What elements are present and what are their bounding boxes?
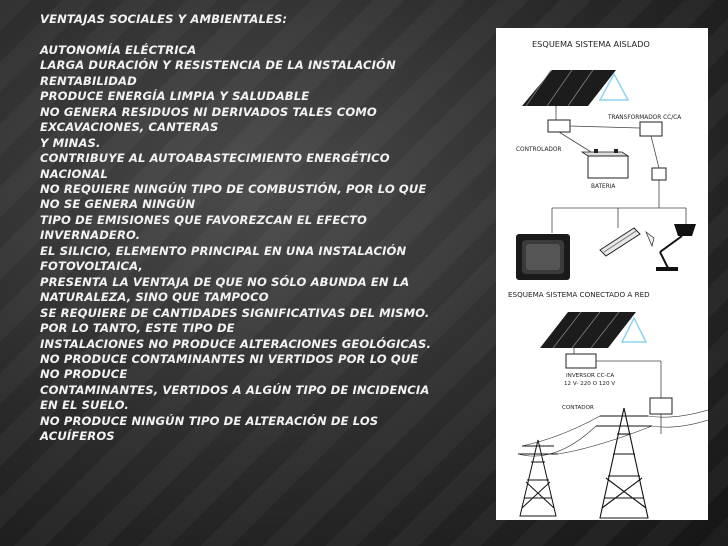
body-text-line: INVERNADERO. — [40, 228, 141, 243]
battery-label: BATERIA — [591, 184, 616, 190]
body-text-line: NO GENERA RESIDUOS NI DERIVADOS TALES COMO — [40, 104, 377, 119]
isolated-system-title: ESQUEMA SISTEMA AISLADO — [532, 39, 650, 49]
transformer-label: TRANSFORMADOR CC/CA — [608, 115, 682, 121]
transformer-box — [640, 122, 662, 136]
desk-lamp-icon — [646, 224, 696, 271]
body-text-line: INSTALACIONES NO PRODUCE ALTERACIONES GEOLÓGICAS. — [40, 336, 432, 351]
fluorescent-lamp-icon — [600, 228, 640, 256]
body-text-line: AUTONOMÍA ELÉCTRICA — [40, 42, 197, 57]
diagram-svg — [496, 28, 708, 520]
body-text-line: RENTABILIDAD — [40, 73, 137, 88]
body-text-line: NO REQUIERE NINGÚN TIPO DE COMBUSTIÓN, POR LO QUE — [40, 181, 427, 196]
body-text-line: CONTAMINANTES, VERTIDOS A ALGÚN TIPO DE INCIDENCIA — [40, 382, 430, 397]
body-text-line: CONTRIBUYE AL AUTOABASTECIMIENTO ENERGÉTICO — [40, 151, 390, 166]
solar-systems-diagram — [496, 28, 708, 520]
inverter-label-line-2: 12 V- 220 O 120 V — [564, 381, 616, 387]
body-text-line: SE REQUIERE DE CANTIDADES SIGNIFICATIVAS DEL MISMO. — [40, 305, 430, 320]
body-text-line: NO PRODUCE CONTAMINANTES NI VERTIDOS POR LO QUE — [40, 351, 419, 366]
body-text-line: EL SILICIO, ELEMENTO PRINCIPAL EN UNA INSTALACIÓN — [40, 243, 407, 258]
transmission-tower-icon — [596, 408, 652, 518]
body-text-line: POR LO TANTO, ESTE TIPO DE — [40, 321, 235, 336]
grid-system-title: ESQUEMA SISTEMA CONECTADO A RED — [508, 290, 650, 299]
body-text-line: FOTOVOLTAICA, — [40, 259, 143, 274]
television-icon — [516, 234, 570, 280]
battery-icon — [582, 149, 628, 178]
body-text-line: NATURALEZA, SINO QUE TAMPOCO — [40, 290, 269, 305]
slide-body-text — [40, 12, 480, 445]
inverter-box — [566, 354, 596, 368]
body-text-line: VENTAJAS SOCIALES Y AMBIENTALES: — [40, 12, 288, 26]
body-text-line: NO PRODUCE — [40, 367, 128, 382]
controller-box — [548, 120, 570, 132]
meter-box — [650, 398, 672, 414]
solar-panel-grid-icon — [540, 312, 646, 348]
body-text-line: PRODUCE ENERGÍA LIMPIA Y SALUDABLE — [40, 89, 310, 104]
inverter-label-line-1: INVERSOR CC-CA — [566, 373, 615, 379]
body-text-line: ACUÍFEROS — [40, 429, 115, 444]
meter-label: CONTADOR — [562, 405, 594, 411]
body-text-line: NO PRODUCE NINGÚN TIPO DE ALTERACIÓN DE LOS — [40, 413, 379, 428]
solar-panel-icon — [522, 70, 628, 106]
body-text-line: NACIONAL — [40, 166, 108, 181]
body-text-line: TIPO DE EMISIONES QUE FAVOREZCAN EL EFECTO — [40, 212, 368, 227]
body-text-line: PRESENTA LA VENTAJA DE QUE NO SÓLO ABUNDA EN LA — [40, 274, 410, 289]
body-text-line: Y MINAS. — [40, 135, 101, 150]
transmission-tower-icon — [518, 440, 558, 516]
body-text-line: NO SE GENERA NINGÚN — [40, 197, 196, 212]
body-text-line: LARGA DURACIÓN Y RESISTENCIA DE LA INSTALACIÓN — [40, 58, 396, 73]
body-text-line — [40, 27, 480, 42]
body-text-line: EXCAVACIONES, CANTERAS — [40, 120, 219, 135]
controller-label: CONTROLADOR — [516, 147, 562, 153]
body-text-line: EN EL SUELO. — [40, 398, 129, 413]
